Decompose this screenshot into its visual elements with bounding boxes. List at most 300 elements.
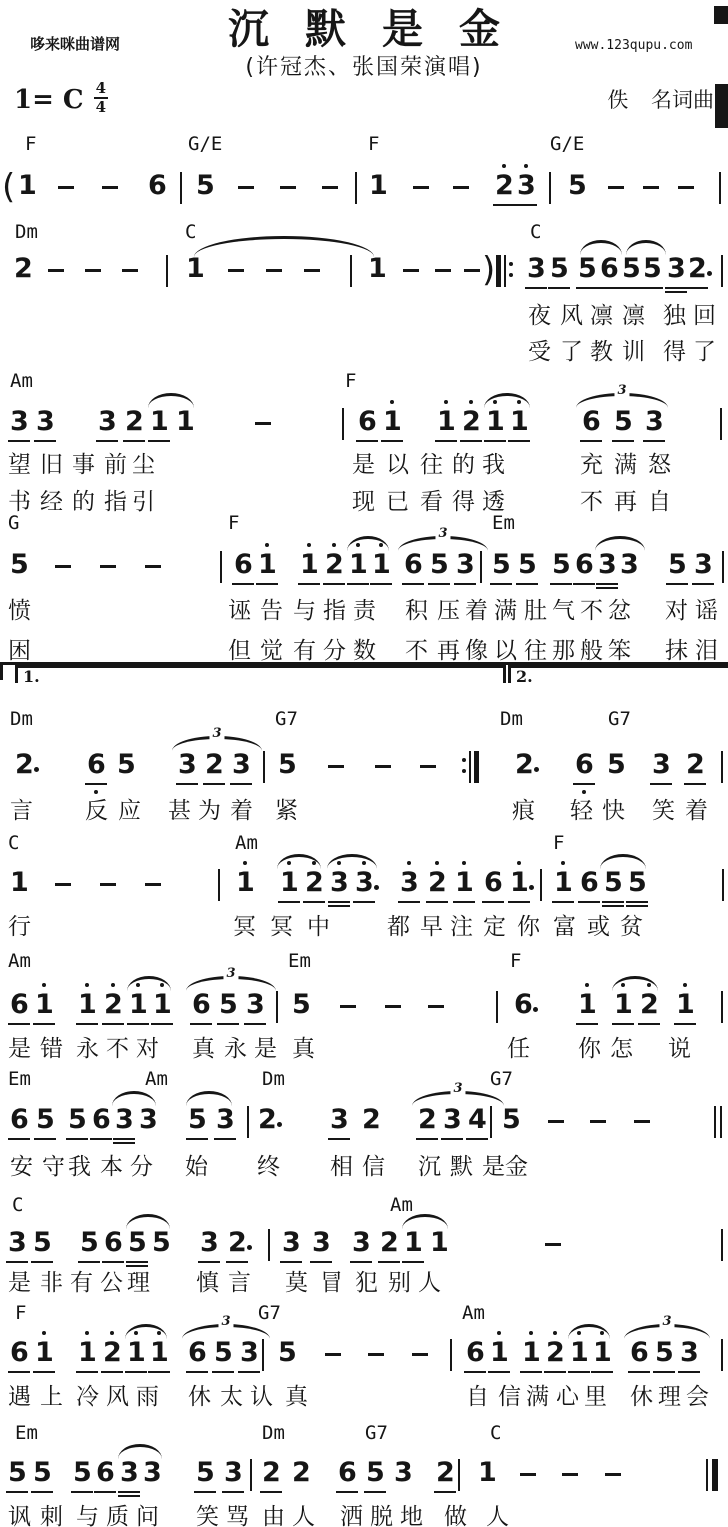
scan-mark <box>714 6 728 24</box>
lyric-char: 刺 <box>40 1504 63 1527</box>
note-digit: 2 <box>380 1227 399 1258</box>
lyric-char: 非 <box>40 1270 63 1296</box>
note-2 <box>14 249 32 301</box>
note-digit: 3 <box>216 1104 235 1135</box>
dash-sustain <box>385 985 403 1037</box>
dash-bar <box>428 1005 444 1008</box>
bar-line <box>166 255 168 287</box>
beam-underline <box>76 1371 98 1373</box>
lyric-char: 与 <box>76 1504 99 1527</box>
note-digit: 5 <box>8 1457 27 1488</box>
chord-label: G <box>8 512 20 534</box>
dash-bar <box>228 269 244 272</box>
volta-row <box>0 662 728 686</box>
note-digit: 1 <box>10 867 29 898</box>
beam-underline <box>638 1023 660 1025</box>
note-digit: 2 <box>258 1104 277 1135</box>
bar-line <box>496 991 498 1023</box>
lyric-char: 冷 <box>76 1384 99 1410</box>
dash-bar <box>545 1243 561 1246</box>
lyric-char: 凛 <box>622 303 645 329</box>
note-digit: 3 <box>620 549 639 580</box>
note-digit: 3 <box>456 549 475 580</box>
beam-underline <box>356 440 378 442</box>
note-digit: 3 <box>645 406 664 437</box>
beam-underline <box>653 1371 675 1373</box>
note-digit: 2 <box>546 1337 565 1368</box>
note-3 <box>620 545 638 597</box>
beam-underline <box>34 1138 56 1140</box>
dash-sustain <box>266 249 284 301</box>
beam-underline <box>402 1261 424 1263</box>
dash-sustain <box>100 863 118 915</box>
beam-underline <box>576 287 598 289</box>
lyric-char: 安 <box>10 1154 33 1180</box>
note-digit: 5 <box>366 1457 385 1488</box>
lyric-char: 质 <box>106 1504 129 1527</box>
note-3 <box>517 166 535 218</box>
note-digit: 6 <box>514 989 533 1020</box>
beam-underline <box>576 1023 598 1025</box>
lyric-char: 真 <box>192 1036 215 1062</box>
note-digit: 3 <box>240 1337 259 1368</box>
dash-sustain <box>322 166 340 218</box>
triplet-number: 3 <box>223 967 238 980</box>
octave-dot-high <box>517 400 521 404</box>
note-digit: 4 <box>468 1104 487 1135</box>
triplet-number: 3 <box>659 1315 674 1328</box>
beam-underline <box>336 1491 358 1493</box>
lyric-char: 以 <box>494 638 517 664</box>
beam-underline <box>591 1371 613 1373</box>
lyric-char: 说 <box>668 1036 691 1062</box>
note-1 <box>368 249 386 301</box>
note-digit: 1 <box>372 549 391 580</box>
beam-underline <box>686 287 708 289</box>
lyric-char: 遇 <box>8 1384 31 1410</box>
note-digit: 2 <box>436 1457 455 1488</box>
phrase-paren: ( <box>2 167 16 207</box>
lyric-char: 指 <box>104 489 127 515</box>
note-5 <box>188 1100 206 1152</box>
dash-sustain <box>58 166 76 218</box>
beam-underline <box>125 1371 147 1373</box>
note-digit: 3 <box>517 170 536 201</box>
note-digit: 5 <box>607 749 626 780</box>
beam-underline <box>118 1495 140 1497</box>
beam-underline <box>214 1138 236 1140</box>
dash-sustain <box>634 1100 652 1152</box>
lyric-char: 冥 <box>270 914 293 940</box>
lyric-char: 分 <box>323 638 346 664</box>
website-url: www.123qupu.com <box>575 38 693 53</box>
bar-line <box>722 551 724 583</box>
bar-line <box>490 1106 492 1138</box>
chord-label: C <box>12 1194 24 1216</box>
beam-underline <box>78 1261 100 1263</box>
octave-dot-high <box>332 543 336 547</box>
lyric-char: 看 <box>420 489 443 515</box>
lyric-char: 犯 <box>355 1270 378 1296</box>
dash-bar <box>385 1005 401 1008</box>
beam-underline <box>573 583 595 585</box>
note-digit: 6 <box>188 1337 207 1368</box>
lyric-char: 有 <box>70 1270 93 1296</box>
volta-label: 2. <box>516 667 533 686</box>
note-digit: 5 <box>518 549 537 580</box>
chord-label: F <box>15 1302 27 1324</box>
note-digit: 1 <box>614 989 633 1020</box>
beam-underline <box>34 440 56 442</box>
dash-bar <box>304 269 320 272</box>
note-2 <box>205 745 223 797</box>
note-digit: 5 <box>643 253 662 284</box>
beam-underline <box>280 1261 302 1263</box>
chord-label: Dm <box>262 1422 285 1444</box>
beam-underline <box>186 1371 208 1373</box>
lyric-char: 责 <box>353 598 376 624</box>
octave-dot-high <box>390 400 394 404</box>
beam-underline <box>426 901 448 903</box>
lyric-char: 洒 <box>340 1504 363 1527</box>
beam-underline <box>198 1261 220 1263</box>
beam-underline <box>6 1261 28 1263</box>
dash-bar <box>122 269 138 272</box>
note-6 <box>575 745 593 797</box>
octave-dot-high <box>524 164 528 168</box>
chord-label: Am <box>10 370 33 392</box>
lyric-char: 做 <box>444 1504 467 1527</box>
beam-underline <box>508 901 530 903</box>
bar-line <box>722 869 724 901</box>
lyric-char: 对 <box>665 598 688 624</box>
note-digit: 6 <box>404 549 423 580</box>
lyric-char: 困 <box>8 638 31 664</box>
note-digit: 5 <box>550 253 569 284</box>
lyric-char: 会 <box>686 1384 709 1410</box>
beam-underline <box>520 1371 542 1373</box>
dash-sustain <box>435 249 453 301</box>
note-digit: 6 <box>234 549 253 580</box>
lyric-char: 肚 <box>524 598 547 624</box>
dash-bar <box>435 269 451 272</box>
dash-bar <box>55 883 71 886</box>
note-digit: 6 <box>96 1457 115 1488</box>
beam-underline <box>453 901 475 903</box>
note-digit: 2 <box>462 406 481 437</box>
bar-line <box>220 551 222 583</box>
volta-label: 1. <box>23 667 40 686</box>
beam-underline <box>148 440 170 442</box>
beam-underline <box>596 583 618 585</box>
dash-sustain <box>122 249 140 301</box>
lyric-char: 为 <box>198 798 221 824</box>
lyric-char: 自 <box>466 1384 489 1410</box>
note-digit: 5 <box>622 253 641 284</box>
barline <box>720 402 728 454</box>
bar-line <box>721 991 723 1023</box>
dash-bar <box>255 422 271 425</box>
dash-sustain <box>55 545 73 597</box>
barline <box>722 545 728 597</box>
augmentation-dot <box>533 1007 538 1012</box>
beam-underline <box>127 1023 149 1025</box>
dash-bar <box>145 883 161 886</box>
note-6 <box>600 249 618 301</box>
octave-dot-high <box>462 861 466 865</box>
note-1 <box>372 545 390 597</box>
note-3 <box>115 1100 133 1152</box>
volta-bracket <box>15 665 506 686</box>
octave-dot-high <box>111 983 115 987</box>
beam-underline <box>650 783 672 785</box>
note-digit: 6 <box>600 253 619 284</box>
beam-underline <box>364 1491 386 1493</box>
note-digit: 1 <box>404 1227 423 1258</box>
lyric-char: 始 <box>185 1154 208 1180</box>
note-digit: 1 <box>522 1337 541 1368</box>
dash-bar <box>100 883 116 886</box>
note-digit: 5 <box>492 549 511 580</box>
octave-dot-high <box>621 983 625 987</box>
dash-bar <box>643 186 659 189</box>
dash-bar <box>590 1120 606 1123</box>
lyric-char: 太 <box>220 1384 243 1410</box>
note-5 <box>518 545 536 597</box>
beam-underline <box>434 1491 456 1493</box>
lyric-char: 讽 <box>8 1504 31 1527</box>
lyric-char: 的 <box>452 452 475 478</box>
lyric-char: 紧 <box>275 798 298 824</box>
lyric-char: 言 <box>228 1270 251 1296</box>
barline <box>721 249 728 301</box>
lyric-char: 指 <box>323 598 346 624</box>
dash-bar <box>55 565 71 568</box>
note-digit: 1 <box>478 1457 497 1488</box>
lyric-char: 现 <box>352 489 375 515</box>
note-digit: 6 <box>87 749 106 780</box>
lyric-char: 不 <box>106 1036 129 1062</box>
beam-underline <box>113 1138 135 1140</box>
barline <box>721 745 728 797</box>
beam-underline <box>466 1138 488 1140</box>
scan-mark <box>715 84 728 128</box>
note-digit: 5 <box>430 549 449 580</box>
beam-underline <box>217 1023 239 1025</box>
note-digit: 2 <box>495 170 514 201</box>
lyric-char: 是 <box>8 1270 31 1296</box>
note-digit: 6 <box>338 1457 357 1488</box>
beam-underline <box>416 1138 438 1140</box>
dash-bar <box>102 186 118 189</box>
note-digit: 5 <box>73 1457 92 1488</box>
note-6 <box>234 545 252 597</box>
bar-line <box>706 1459 708 1491</box>
dash-sustain <box>340 985 358 1037</box>
lyric-char: 积 <box>405 598 428 624</box>
dash-sustain <box>102 166 120 218</box>
beam-underline <box>612 1023 634 1025</box>
octave-dot-high <box>85 1331 89 1335</box>
beam-underline <box>94 1491 116 1493</box>
note-digit: 5 <box>214 1337 233 1368</box>
note-6 <box>92 1100 110 1152</box>
beam-underline <box>176 783 198 785</box>
beam-underline <box>641 287 663 289</box>
beam-underline <box>222 1491 244 1493</box>
note-digit: 5 <box>196 1457 215 1488</box>
note-5 <box>668 545 686 597</box>
beam-underline <box>31 1261 53 1263</box>
beam-underline <box>310 1261 332 1263</box>
dash-bar <box>58 186 74 189</box>
note-digit: 3 <box>143 1457 162 1488</box>
beam-underline <box>598 287 620 289</box>
lyric-char: 回 <box>693 303 716 329</box>
octave-dot-high <box>160 983 164 987</box>
lyric-char: 再 <box>614 489 637 515</box>
note-1 <box>369 166 387 218</box>
beam-underline <box>464 1371 486 1373</box>
note-digit: 2 <box>515 749 534 780</box>
dash-bar <box>413 186 429 189</box>
bar-line <box>480 551 482 583</box>
dash-sustain <box>325 1333 343 1385</box>
octave-dot-high <box>647 983 651 987</box>
note-digit: 5 <box>80 1227 99 1258</box>
lyric-char: 般 <box>580 638 603 664</box>
note-digit: 5 <box>278 749 297 780</box>
beam-underline <box>118 1491 140 1493</box>
note-digit: 3 <box>8 1227 27 1258</box>
beam-underline <box>482 901 504 903</box>
note-digit: 2 <box>228 1227 247 1258</box>
bar-line <box>721 255 723 287</box>
lyric-char: 前 <box>104 452 127 478</box>
octave-dot-high <box>362 861 366 865</box>
note-digit: 5 <box>10 549 29 580</box>
beam-underline <box>8 1371 30 1373</box>
lyric-char: 气 <box>552 598 575 624</box>
lyric-char: 别 <box>388 1270 411 1296</box>
note-2 <box>515 745 533 797</box>
beam-underline <box>303 901 325 903</box>
note-digit: 1 <box>510 867 529 898</box>
beam-underline <box>66 1138 88 1140</box>
lyric-char: 默 <box>450 1154 473 1180</box>
lyric-char: 行 <box>8 914 31 940</box>
barline <box>350 249 368 301</box>
chord-label: Em <box>8 1068 31 1090</box>
note-digit: 5 <box>68 1104 87 1135</box>
beam-underline <box>516 583 538 585</box>
lyric-char: 认 <box>250 1384 273 1410</box>
beam-underline <box>186 1138 208 1140</box>
dash-bar <box>85 269 101 272</box>
note-digit: 1 <box>593 1337 612 1368</box>
beam-underline <box>428 583 450 585</box>
beam-underline <box>643 440 665 442</box>
lyric-char: 里 <box>584 1384 607 1410</box>
lyric-char: 错 <box>40 1036 63 1062</box>
note-digit: 2 <box>125 406 144 437</box>
lyric-char: 休 <box>630 1384 653 1410</box>
lyric-char: 相 <box>330 1154 353 1180</box>
barline <box>719 166 728 218</box>
note-digit: 5 <box>152 1227 171 1258</box>
lyric-char: 风 <box>560 303 583 329</box>
lyric-char: 雨 <box>136 1384 159 1410</box>
chord-label: Em <box>15 1422 38 1444</box>
bar-line <box>474 751 479 783</box>
chord-label: F <box>228 512 240 534</box>
beam-underline <box>323 583 345 585</box>
note-digit: 5 <box>188 1104 207 1135</box>
repeat-dot <box>462 758 466 762</box>
note-digit: 2 <box>305 867 324 898</box>
chord-label: Am <box>8 950 31 972</box>
beam-underline <box>6 1491 28 1493</box>
note-digit: 3 <box>330 1104 349 1135</box>
dash-bar <box>48 269 64 272</box>
note-digit: 1 <box>258 549 277 580</box>
beam-underline <box>230 783 252 785</box>
beam-underline <box>678 1371 700 1373</box>
beam-underline <box>328 901 350 903</box>
dash-bar <box>412 1353 428 1356</box>
note-digit: 1 <box>176 406 195 437</box>
dash-sustain <box>403 249 421 301</box>
lyric-char: 有 <box>293 638 316 664</box>
beam-underline <box>76 1023 98 1025</box>
lyric-char: 觉 <box>260 638 283 664</box>
beam-underline <box>126 1261 148 1263</box>
beam-underline <box>674 1023 696 1025</box>
note-digit: 1 <box>78 1337 97 1368</box>
repeat-dot <box>509 273 513 277</box>
chord-label: G7 <box>365 1422 388 1444</box>
dash-sustain <box>304 249 322 301</box>
octave-dot-high <box>553 1331 557 1335</box>
lyric-char: 谣 <box>695 598 718 624</box>
bar-line <box>268 1229 270 1261</box>
dash-sustain <box>280 166 298 218</box>
lyric-char: 我 <box>68 1154 91 1180</box>
octave-dot-high <box>577 1331 581 1335</box>
note-digit: 6 <box>10 1337 29 1368</box>
beam-underline <box>328 1138 350 1140</box>
lyric-char: 人 <box>418 1270 441 1296</box>
beam-underline <box>8 440 30 442</box>
barline <box>721 1333 728 1385</box>
meter-denominator: 4 <box>95 98 107 116</box>
dash-bar <box>562 1473 578 1476</box>
bar-line <box>549 172 551 204</box>
final-barline <box>706 1453 724 1505</box>
chord-label: F <box>368 133 380 155</box>
bar-line <box>247 1106 249 1138</box>
note-3 <box>139 1100 157 1152</box>
note-digit: 3 <box>139 1104 158 1135</box>
note-digit: 6 <box>582 406 601 437</box>
beam-underline <box>370 583 392 585</box>
dash-sustain <box>328 745 346 797</box>
note-1 <box>18 166 36 218</box>
beam-underline <box>552 901 574 903</box>
beam-underline <box>96 440 118 442</box>
lyric-char: 贫 <box>620 914 643 940</box>
triplet-number: 3 <box>614 384 629 397</box>
